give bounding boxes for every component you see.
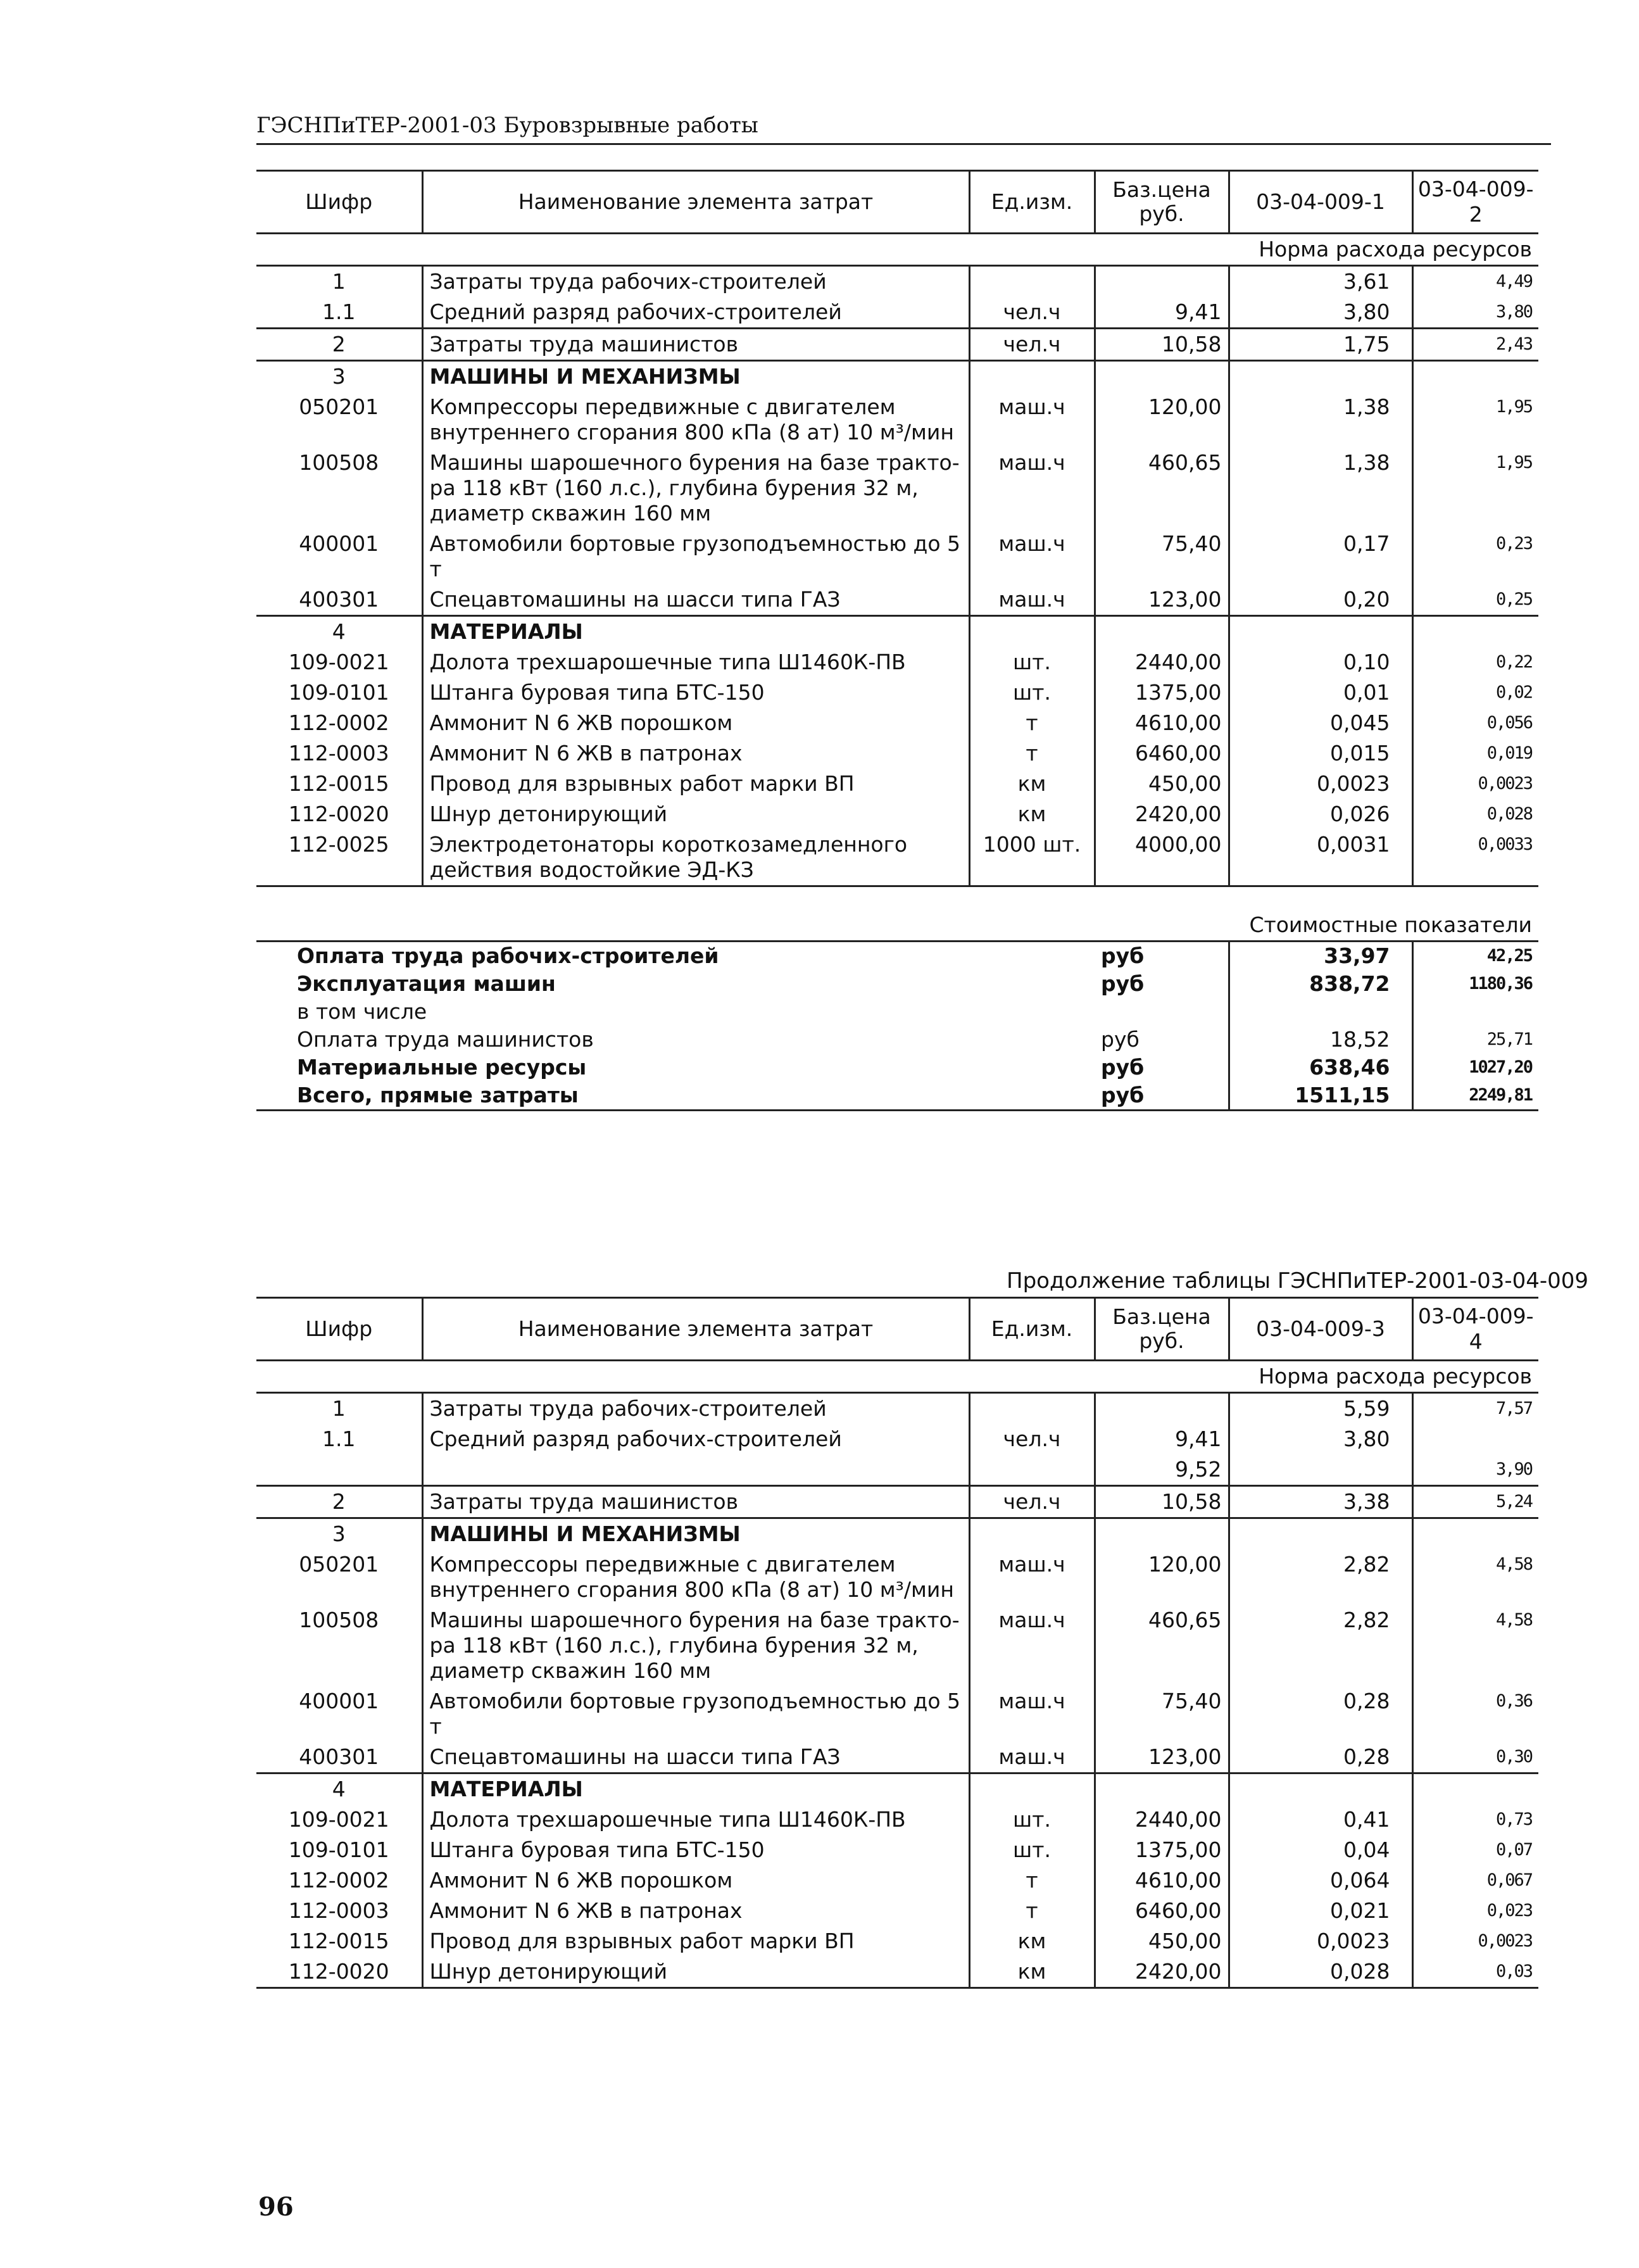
summary-label: Оплата труда машинистов — [297, 1027, 594, 1052]
row-code: 4 — [256, 616, 422, 648]
row-value-a: 3,61 — [1229, 266, 1412, 298]
page-header — [256, 106, 1551, 142]
row-unit — [969, 361, 1095, 393]
row-code: 112-0002 — [288, 1868, 389, 1893]
row-value-a: 0,17 — [1229, 529, 1412, 584]
row-price: 2440,00 — [1095, 647, 1229, 677]
row-value-a: 5,59 — [1229, 1393, 1412, 1425]
row-unit: т — [969, 1896, 1095, 1926]
summary-value-b — [1412, 998, 1538, 1026]
row-unit: маш.ч — [969, 1605, 1095, 1686]
row-value-a: 0,0023 — [1229, 769, 1412, 799]
row-unit: маш.ч — [969, 529, 1095, 584]
row-value-b: 0,30 — [1412, 1742, 1538, 1773]
summary-row — [256, 1026, 1538, 1054]
row-value-b: 0,03 — [1412, 1956, 1538, 1988]
summary-unit: руб — [1101, 971, 1145, 996]
table-row — [256, 1454, 1538, 1486]
row-code: 1.1 — [322, 1427, 356, 1451]
row-value-b: 4,49 — [1412, 266, 1538, 298]
row-name: Автомобили бортовые грузоподъемностью до 5 т — [422, 529, 969, 584]
summary-unit: руб — [1101, 943, 1145, 968]
row-unit: т — [969, 708, 1095, 738]
row-price: 75,40 — [1095, 1686, 1229, 1742]
table-row — [256, 448, 1538, 529]
row-price: 4610,00 — [1095, 1865, 1229, 1896]
row-code: 2 — [256, 1486, 422, 1518]
table-row — [256, 1835, 1538, 1865]
norm-label: Норма расхода ресурсов — [256, 234, 1538, 266]
table-row — [256, 829, 1538, 886]
row-value-a: 0,026 — [1229, 799, 1412, 829]
row-value-b — [1412, 616, 1538, 648]
row-unit: маш.ч — [969, 392, 1095, 448]
row-value-a: 2,82 — [1229, 1549, 1412, 1605]
summary-label: Всего, прямые затраты — [256, 1081, 1095, 1111]
row-code: 400001 — [299, 1689, 379, 1713]
row-code: 050201 — [299, 394, 379, 419]
row-code: 109-0021 — [288, 650, 389, 674]
row-name: Штанга буровая типа БТС-150 — [422, 1835, 969, 1865]
row-name: Спецавтомашины на шасси типа ГАЗ — [422, 584, 969, 616]
table-row — [256, 1393, 1538, 1425]
summary-unit: руб — [1101, 1027, 1140, 1052]
row-value-b: 0,25 — [1412, 584, 1538, 616]
row-code: 1 — [332, 269, 346, 294]
row-price — [1095, 616, 1229, 648]
row-value-a: 0,28 — [1229, 1686, 1412, 1742]
row-value-b — [1412, 361, 1538, 393]
row-name: Спецавтомашины на шасси типа ГАЗ — [422, 1742, 969, 1773]
table-row — [256, 329, 1538, 361]
row-name: Шнур детонирующий — [422, 799, 969, 829]
row-price: 2420,00 — [1095, 1956, 1229, 1988]
row-code: 112-0002 — [288, 710, 389, 735]
row-price: 10,58 — [1095, 1486, 1229, 1518]
table-row — [256, 1805, 1538, 1835]
summary-label: Материальные ресурсы — [297, 1055, 587, 1080]
row-price: 4610,00 — [1095, 708, 1229, 738]
row-name: Средний разряд рабочих-строителей — [422, 1424, 969, 1454]
row-unit: км — [969, 1956, 1095, 1988]
row-value-b: 0,023 — [1412, 1896, 1538, 1926]
row-value-b — [1412, 1424, 1538, 1454]
table-row — [256, 616, 1538, 648]
row-value-a: 0,20 — [1229, 584, 1412, 616]
row-unit: 1000 шт. — [969, 829, 1095, 886]
row-code: 400301 — [299, 587, 379, 612]
row-name: Провод для взрывных работ марки ВП — [422, 769, 969, 799]
row-code: 100508 — [299, 1608, 379, 1632]
table-row — [256, 529, 1538, 584]
document-title: ГЭСНПиТЕР-2001-03 Буровзрывные работы — [256, 113, 758, 138]
row-unit: маш.ч — [969, 1686, 1095, 1742]
norm-label-row — [256, 234, 1538, 266]
header-code: Шифр — [256, 171, 422, 234]
row-price: 450,00 — [1095, 769, 1229, 799]
row-value-a — [1229, 1773, 1412, 1805]
row-value-b — [1412, 1773, 1538, 1805]
table-row — [256, 1956, 1538, 1988]
header-col-b: 03-04-009-4 — [1412, 1298, 1538, 1361]
row-unit — [969, 1773, 1095, 1805]
row-value-b: 0,0023 — [1412, 1926, 1538, 1956]
row-value-b: 7,57 — [1412, 1393, 1538, 1425]
row-price: 2440,00 — [1095, 1805, 1229, 1835]
row-value-a: 0,064 — [1229, 1865, 1412, 1896]
row-value-a: 3,80 — [1229, 1424, 1412, 1454]
summary-value-a: 1511,15 — [1229, 1081, 1412, 1111]
row-value-b: 4,58 — [1412, 1549, 1538, 1605]
row-code: 112-0025 — [256, 829, 422, 886]
summary-row — [256, 998, 1538, 1026]
row-price: 10,58 — [1095, 329, 1229, 361]
row-name: Штанга буровая типа БТС-150 — [422, 677, 969, 708]
row-code: 050201 — [299, 1552, 379, 1577]
table-row — [256, 677, 1538, 708]
row-name: Компрессоры передвижные с двигателем внутреннего сгорания 800 кПа (8 ат) 10 м³/мин — [422, 1549, 969, 1605]
page-number: 96 — [258, 2192, 294, 2222]
row-price: 120,00 — [1095, 1549, 1229, 1605]
row-value-b: 3,90 — [1412, 1454, 1538, 1486]
table-row — [256, 1773, 1538, 1805]
table-row — [256, 584, 1538, 616]
row-name: Аммонит N 6 ЖВ в патронах — [422, 1896, 969, 1926]
row-value-a: 0,01 — [1229, 677, 1412, 708]
row-value-b: 4,58 — [1412, 1605, 1538, 1686]
table-row — [256, 738, 1538, 769]
row-unit: чел.ч — [969, 297, 1095, 329]
summary-value-a: 838,72 — [1229, 970, 1412, 998]
row-name: Автомобили бортовые грузоподъемностью до 5 т — [422, 1686, 969, 1742]
row-code: 3 — [256, 361, 422, 393]
row-price: 4000,00 — [1095, 829, 1229, 886]
row-price: 2420,00 — [1095, 799, 1229, 829]
row-value-b: 0,028 — [1412, 799, 1538, 829]
summary-value-b: 2249,81 — [1412, 1081, 1538, 1111]
row-code: 1.1 — [322, 299, 356, 324]
cost-label-row — [256, 886, 1538, 942]
table-row — [256, 297, 1538, 329]
row-code — [256, 1454, 422, 1486]
row-unit: км — [969, 1926, 1095, 1956]
row-price: 123,00 — [1095, 1742, 1229, 1773]
row-unit — [969, 1393, 1095, 1425]
row-value-a: 1,38 — [1229, 392, 1412, 448]
summary-value-b: 42,25 — [1412, 942, 1538, 971]
header-col-a: 03-04-009-3 — [1229, 1298, 1412, 1361]
row-name: Затраты труда рабочих-строителей — [422, 266, 969, 298]
row-code: 109-0021 — [288, 1807, 389, 1832]
row-code: 112-0015 — [288, 1929, 389, 1953]
row-code: 109-0101 — [288, 1837, 389, 1862]
summary-row — [256, 942, 1538, 971]
row-unit: чел.ч — [969, 1486, 1095, 1518]
row-code: 4 — [256, 1773, 422, 1805]
row-value-b: 1,95 — [1412, 448, 1538, 529]
header-rule — [256, 143, 1551, 145]
row-name: Машины шарошечного бурения на базе тракто-ра 118 кВт (160 л.с.), глубина бурения 32 м, диаметр скважин 160 мм — [422, 1605, 969, 1686]
table-header-row — [256, 1298, 1538, 1361]
table-row — [256, 1865, 1538, 1896]
row-price: 460,65 — [1095, 1605, 1229, 1686]
summary-value-b: 1027,20 — [1412, 1054, 1538, 1081]
row-name: Затраты труда машинистов — [422, 1486, 969, 1518]
summary-value-a: 18,52 — [1229, 1026, 1412, 1054]
row-value-a: 0,41 — [1229, 1805, 1412, 1835]
summary-value-a: 33,97 — [1229, 942, 1412, 971]
row-price: 460,65 — [1095, 448, 1229, 529]
header-col-a: 03-04-009-1 — [1229, 171, 1412, 234]
row-value-b: 0,23 — [1412, 529, 1538, 584]
summary-value-b: 1180,36 — [1412, 970, 1538, 998]
row-code: 2 — [256, 329, 422, 361]
row-price — [1095, 266, 1229, 298]
row-value-a: 0,0031 — [1229, 829, 1412, 886]
row-code: 400301 — [299, 1744, 379, 1769]
row-value-a — [1229, 1454, 1412, 1486]
table-row — [256, 1896, 1538, 1926]
row-code: 112-0003 — [288, 741, 389, 765]
table-row — [256, 1486, 1538, 1518]
continuation-caption: Продолжение таблицы ГЭСНПиТЕР-2001-03-04-009 — [1007, 1268, 1589, 1294]
row-unit: маш.ч — [969, 1549, 1095, 1605]
summary-label: Оплата труда рабочих-строителей — [297, 943, 719, 968]
summary-row — [256, 970, 1538, 998]
row-value-a: 0,0023 — [1229, 1926, 1412, 1956]
table-row — [256, 799, 1538, 829]
row-value-b: 0,0023 — [1412, 769, 1538, 799]
norm-label-row — [256, 1361, 1538, 1393]
row-value-a: 3,38 — [1229, 1486, 1412, 1518]
row-price: 1375,00 — [1095, 1835, 1229, 1865]
row-value-b: 0,22 — [1412, 647, 1538, 677]
row-unit: маш.ч — [969, 584, 1095, 616]
row-value-a: 0,28 — [1229, 1742, 1412, 1773]
row-name: Долота трехшарошечные типа Ш1460К-ПВ — [422, 647, 969, 677]
row-name: Затраты труда машинистов — [422, 329, 969, 361]
row-code: 112-0020 — [256, 1956, 422, 1988]
header-name: Наименование элемента затрат — [422, 1298, 969, 1361]
header-price: Баз.цена руб. — [1095, 1298, 1229, 1361]
row-value-a — [1229, 1518, 1412, 1550]
row-value-b: 0,02 — [1412, 677, 1538, 708]
row-value-b: 0,067 — [1412, 1865, 1538, 1896]
table-row — [256, 361, 1538, 393]
row-unit — [969, 266, 1095, 298]
row-value-a: 0,045 — [1229, 708, 1412, 738]
row-price: 1375,00 — [1095, 677, 1229, 708]
row-name: Долота трехшарошечные типа Ш1460К-ПВ — [422, 1805, 969, 1835]
row-unit: шт. — [969, 677, 1095, 708]
summary-value-a — [1229, 998, 1412, 1026]
row-price: 75,40 — [1095, 529, 1229, 584]
summary-row — [256, 1054, 1538, 1081]
summary-value-b: 25,71 — [1412, 1026, 1538, 1054]
table-row — [256, 769, 1538, 799]
row-value-b: 0,07 — [1412, 1835, 1538, 1865]
row-value-a: 0,015 — [1229, 738, 1412, 769]
row-name: Аммонит N 6 ЖВ порошком — [422, 708, 969, 738]
summary-unit — [1095, 998, 1229, 1026]
header-unit: Ед.изм. — [969, 1298, 1095, 1361]
row-value-a: 0,028 — [1229, 1956, 1412, 1988]
row-value-a: 0,10 — [1229, 647, 1412, 677]
row-price: 6460,00 — [1095, 1896, 1229, 1926]
row-unit: чел.ч — [969, 329, 1095, 361]
row-value-a: 0,04 — [1229, 1835, 1412, 1865]
header-col-b: 03-04-009-2 — [1412, 171, 1538, 234]
row-value-b: 2,43 — [1412, 329, 1538, 361]
row-price — [1095, 1393, 1229, 1425]
row-value-a: 2,82 — [1229, 1605, 1412, 1686]
row-name: Провод для взрывных работ марки ВП — [422, 1926, 969, 1956]
table-row — [256, 1686, 1538, 1742]
row-code: 112-0003 — [288, 1898, 389, 1923]
norm-label: Норма расхода ресурсов — [256, 1361, 1538, 1393]
row-name — [422, 1454, 969, 1486]
row-code: 3 — [256, 1518, 422, 1550]
row-unit: т — [969, 738, 1095, 769]
row-value-b: 0,36 — [1412, 1686, 1538, 1742]
summary-unit: руб — [1095, 1081, 1229, 1111]
row-unit — [969, 616, 1095, 648]
table-row — [256, 266, 1538, 298]
row-unit: шт. — [969, 1805, 1095, 1835]
row-price — [1095, 1518, 1229, 1550]
row-value-b: 1,95 — [1412, 392, 1538, 448]
row-value-b: 3,80 — [1412, 297, 1538, 329]
row-unit: км — [969, 799, 1095, 829]
row-unit: шт. — [969, 1835, 1095, 1865]
row-price — [1095, 1773, 1229, 1805]
header-price: Баз.цена руб. — [1095, 171, 1229, 234]
table-row — [256, 708, 1538, 738]
row-unit — [969, 1518, 1095, 1550]
row-value-b: 0,73 — [1412, 1805, 1538, 1835]
table-header-row — [256, 171, 1538, 234]
table-row — [256, 1605, 1538, 1686]
row-code: 112-0020 — [288, 802, 389, 826]
row-unit — [969, 1454, 1095, 1486]
summary-row — [256, 1081, 1538, 1111]
row-code: 112-0015 — [288, 771, 389, 796]
row-unit: шт. — [969, 647, 1095, 677]
row-value-b — [1412, 1518, 1538, 1550]
row-value-a: 0,021 — [1229, 1896, 1412, 1926]
table-row — [256, 1926, 1538, 1956]
header-name: Наименование элемента затрат — [422, 171, 969, 234]
row-name: Затраты труда рабочих-строителей — [422, 1393, 969, 1425]
row-unit: маш.ч — [969, 448, 1095, 529]
row-price — [1095, 361, 1229, 393]
row-price: 123,00 — [1095, 584, 1229, 616]
row-name: МАТЕРИАЛЫ — [422, 1773, 969, 1805]
row-price: 6460,00 — [1095, 738, 1229, 769]
row-value-a — [1229, 616, 1412, 648]
row-name: Шнур детонирующий — [422, 1956, 969, 1988]
row-value-a: 1,75 — [1229, 329, 1412, 361]
summary-unit: руб — [1101, 1055, 1145, 1080]
table-row — [256, 1424, 1538, 1454]
header-code: Шифр — [256, 1298, 422, 1361]
row-code: 1 — [332, 1396, 346, 1421]
resource-table-2 — [256, 1297, 1538, 1989]
row-value-b: 5,24 — [1412, 1486, 1538, 1518]
table-row — [256, 647, 1538, 677]
row-name: Аммонит N 6 ЖВ порошком — [422, 1865, 969, 1896]
summary-label: в том числе — [297, 999, 427, 1024]
row-unit: т — [969, 1865, 1095, 1896]
header-unit: Ед.изм. — [969, 171, 1095, 234]
row-name: МАШИНЫ И МЕХАНИЗМЫ — [422, 361, 969, 393]
row-name: Электродетонаторы короткозамедленного действия водостойкие ЭД-КЗ — [422, 829, 969, 886]
row-value-a: 3,80 — [1229, 297, 1412, 329]
row-code: 400001 — [299, 531, 379, 556]
row-unit: чел.ч — [969, 1424, 1095, 1454]
summary-label: Эксплуатация машин — [297, 971, 556, 996]
row-unit: маш.ч — [969, 1742, 1095, 1773]
row-price: 9,41 — [1095, 297, 1229, 329]
row-name: МАТЕРИАЛЫ — [422, 616, 969, 648]
row-name: Средний разряд рабочих-строителей — [422, 297, 969, 329]
table-row — [256, 1742, 1538, 1773]
row-code: 109-0101 — [288, 680, 389, 705]
row-value-b: 0,019 — [1412, 738, 1538, 769]
row-price: 9,52 — [1095, 1454, 1229, 1486]
row-name: Компрессоры передвижные с двигателем внутреннего сгорания 800 кПа (8 ат) 10 м³/мин — [422, 392, 969, 448]
row-name: МАШИНЫ И МЕХАНИЗМЫ — [422, 1518, 969, 1550]
resource-table-1 — [256, 170, 1538, 1111]
table-row — [256, 392, 1538, 448]
row-price: 450,00 — [1095, 1926, 1229, 1956]
row-value-a: 1,38 — [1229, 448, 1412, 529]
row-price: 120,00 — [1095, 392, 1229, 448]
row-name: Машины шарошечного бурения на базе тракто-ра 118 кВт (160 л.с.), глубина бурения 32 м, диаметр скважин 160 мм — [422, 448, 969, 529]
row-value-a — [1229, 361, 1412, 393]
row-value-b: 0,0033 — [1412, 829, 1538, 886]
row-name: Аммонит N 6 ЖВ в патронах — [422, 738, 969, 769]
row-value-b: 0,056 — [1412, 708, 1538, 738]
row-unit: км — [969, 769, 1095, 799]
row-price: 9,41 — [1095, 1424, 1229, 1454]
summary-value-a: 638,46 — [1229, 1054, 1412, 1081]
table-row — [256, 1549, 1538, 1605]
row-code: 100508 — [299, 450, 379, 475]
cost-label: Стоимостные показатели — [256, 886, 1538, 942]
table-row — [256, 1518, 1538, 1550]
